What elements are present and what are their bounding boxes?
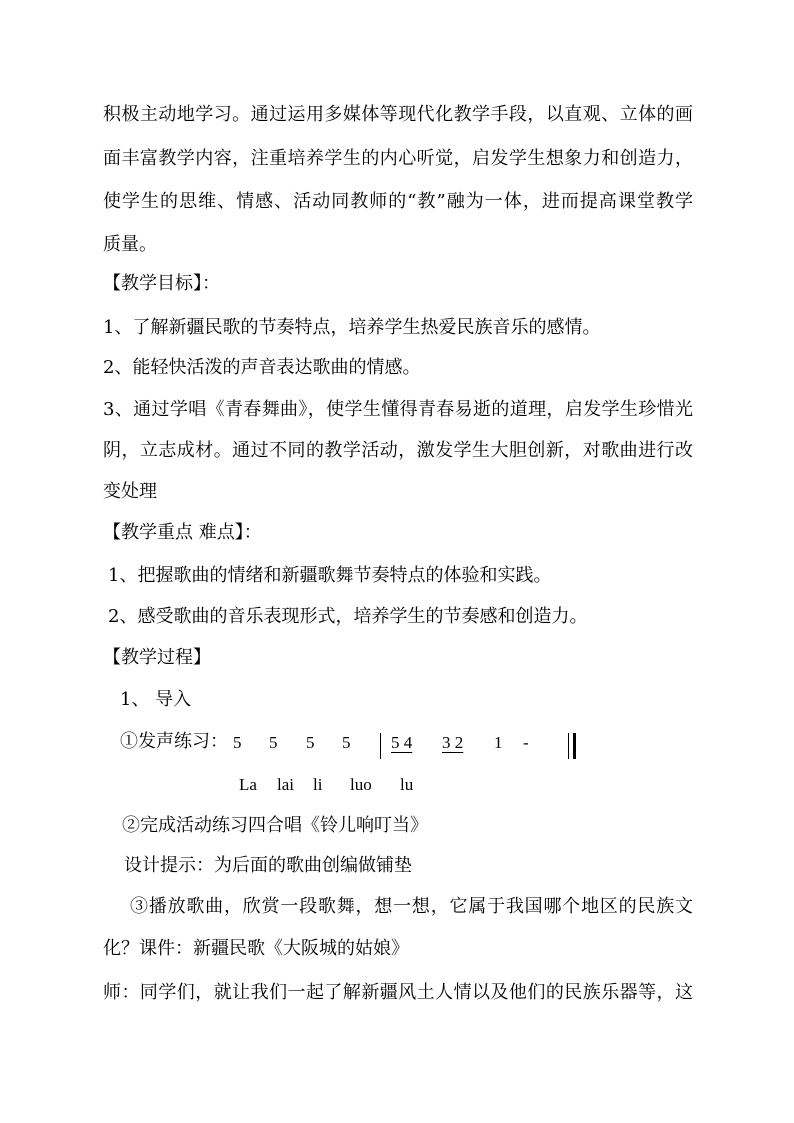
key-point-item-1: 1、把握歌曲的情绪和新疆歌舞节奏特点的体验和实践。 (108, 565, 552, 586)
syllable: La (239, 775, 257, 794)
process-heading: 【教学过程】 (103, 647, 211, 668)
intro-line-4: 质量。 (103, 234, 157, 255)
activity-2: ②完成活动练习四合唱《铃儿响叮当》 (122, 815, 428, 836)
note: 5 (306, 733, 315, 752)
note: 5 4 (391, 733, 413, 752)
syllable: lu (400, 775, 414, 794)
note: 5 (233, 733, 242, 752)
objectives-heading: 【教学目标】： (103, 273, 220, 294)
objective-item-1: 1、了解新疆民歌的节奏特点，培养学生热爱民族音乐的感情。 (103, 317, 601, 338)
objective-item-2: 2、能轻快活泼的声音表达歌曲的情感。 (103, 357, 421, 378)
process-step-1: 1、 导入 (120, 689, 192, 710)
final-bar-thin (568, 733, 569, 759)
bar-line (380, 733, 381, 759)
note: 1 (494, 733, 503, 752)
intro-line-1: 积极主动地学习。通过运用多媒体等现代化教学手段，以直观、立体的画 (103, 104, 693, 125)
final-bar-thick (573, 733, 576, 759)
objective-item-3-line-1: 3、通过学唱《青春舞曲》，使学生懂得青春易逝的道理，启发学生珍惜光 (103, 399, 693, 420)
objective-item-3-line-3: 变处理 (103, 481, 157, 502)
key-point-item-2: 2、感受歌曲的音乐表现形式，培养学生的节奏感和创造力。 (108, 606, 588, 627)
activity-3-line-1: ③播放歌曲，欣赏一段歌舞，想一想，它属于我国哪个地区的民族文 (130, 896, 693, 917)
note: - (523, 733, 529, 752)
design-tip: 设计提示：为后面的歌曲创编做铺垫 (124, 855, 412, 876)
syllable: lai (277, 775, 294, 794)
note: 5 (342, 733, 351, 752)
intro-line-2: 面丰富教学内容，注重培养学生的内心听觉，启发学生想象力和创造力， (103, 148, 693, 169)
note: 3 2 (442, 733, 464, 752)
teacher-line-1: 师：同学们，就让我们一起了解新疆风土人情以及他们的民族乐器等，这 (103, 982, 693, 1003)
intro-line-3: 使学生的思维、情感、活动同教师的“教”融为一体，进而提高课堂教学 (103, 191, 693, 212)
activity-3-line-2: 化？课件：新疆民歌《大阪城的姑娘》 (103, 938, 409, 959)
syllable: luo (350, 775, 372, 794)
objective-item-3-line-2: 阴，立志成材。通过不同的教学活动，激发学生大胆创新，对歌曲进行改 (103, 440, 693, 461)
key-points-heading: 【教学重点 难点】： (103, 522, 262, 543)
note: 5 (269, 733, 278, 752)
vocal-exercise-label: ①发声练习： (120, 731, 228, 752)
syllable: li (313, 775, 323, 794)
